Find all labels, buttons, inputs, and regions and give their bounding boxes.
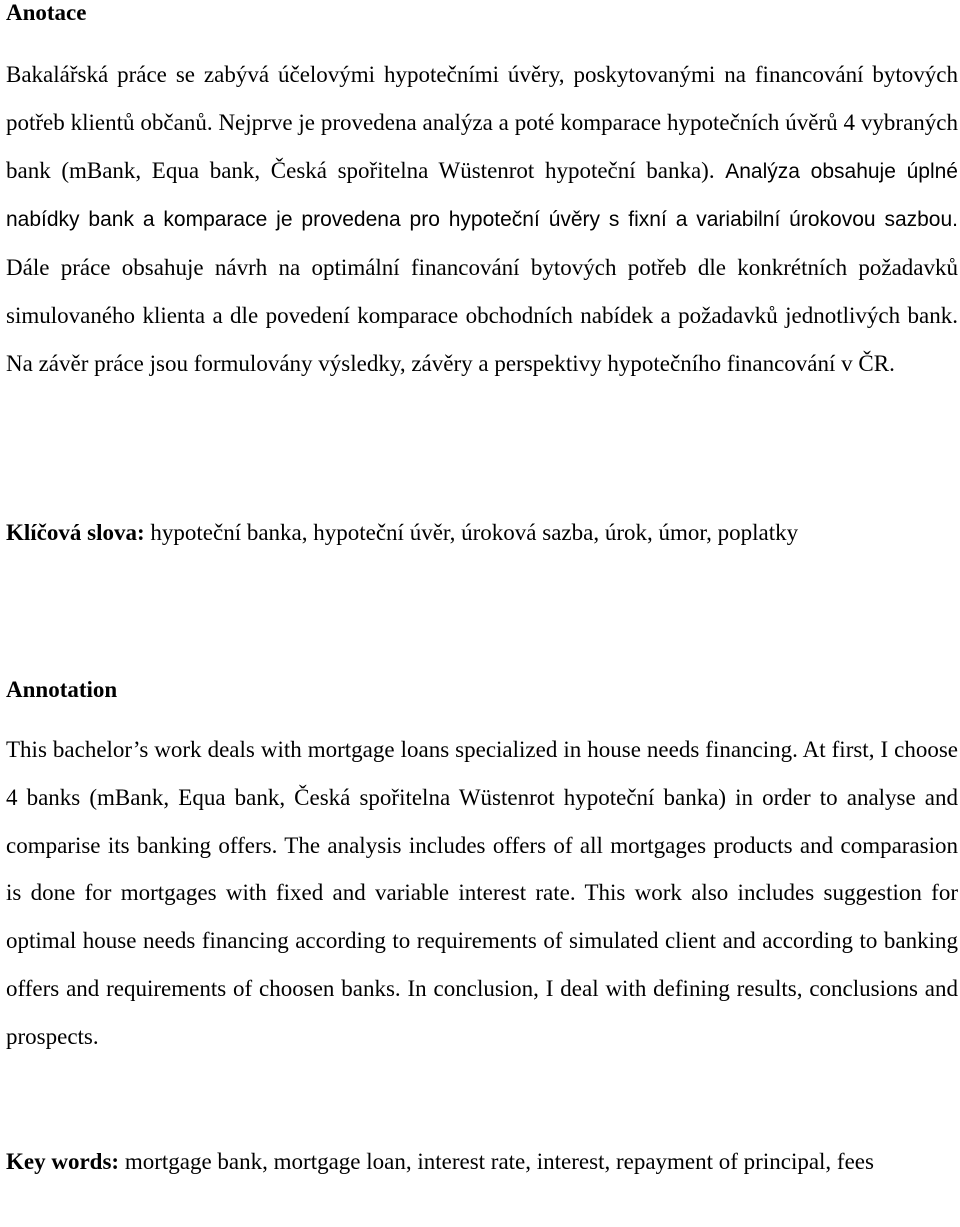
czech-abstract-text-2: Analýza obsahuje úplné nabídky bank a komparace je provedena pro hypoteční úvěry s fixní a variabilní úrokovou sazbou.: [6, 159, 958, 232]
english-abstract-paragraph: This bachelor’s work deals with mortgage loans specialized in house needs financing. At first, I choose 4 banks (mBank, Equa bank, Česká spořitelna Wüstenrot hypoteční banka) in order to analyse and comparise its banking offers. The analysis includes offers of all mortgages products and comparasion is done for mortgages with fixed and variable interest rate. This work also includes suggestion for optimal house needs financing according to requirements of simulated client and according to banking offers and requirements of choosen banks. In conclusion, I deal with defining results, conclusions and prospects.: [6, 737, 958, 1049]
english-keywords-paragraph: [6, 1138, 958, 1186]
english-annotation-heading: Annotation: [6, 677, 118, 702]
czech-annotation-heading: Anotace: [6, 0, 87, 25]
czech-abstract-text-1: Bakalářská práce se zabývá účelovými hypotečními úvěry, poskytovanými na financování bytových potřeb klientů občanů. Nejprve je provedena analýza a poté komparace hypotečních úvěrů 4 vybraných bank (mBank, Equa bank, Česká spořitelna Wüstenrot hypoteční banka).: [6, 62, 958, 183]
czech-keywords-label: Klíčová slova:: [6, 520, 145, 545]
czech-abstract-text-3: Dále práce obsahuje návrh na optimální financování bytových potřeb dle konkrétních požadavků simulovaného klienta a dle povedení komparace obchodních nabídek a požadavků jednotlivých bank. Na závěr práce jsou formulovány výsledky, závěry a perspektivy hypotečního financování v ČR.: [6, 255, 958, 376]
czech-keywords-paragraph: [6, 509, 958, 557]
czech-abstract-paragraph: [6, 51, 958, 388]
czech-keywords-text: hypoteční banka, hypoteční úvěr, úroková sazba, úrok, úmor, poplatky: [144, 520, 799, 545]
english-keywords-text: mortgage bank, mortgage loan, interest rate, interest, repayment of principal, fees: [119, 1149, 874, 1174]
english-keywords-label: Key words:: [6, 1149, 120, 1174]
